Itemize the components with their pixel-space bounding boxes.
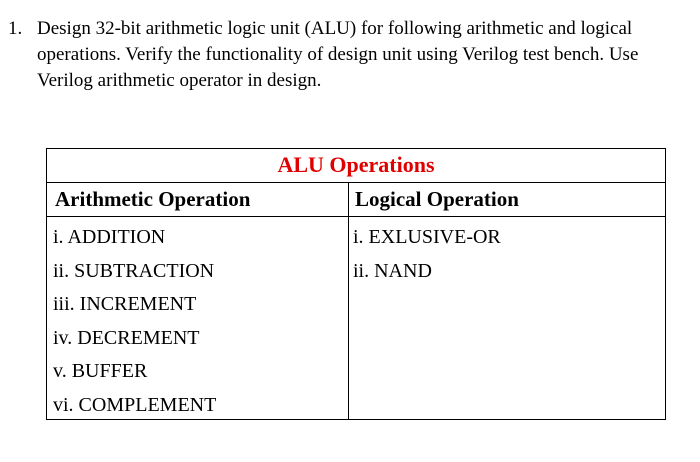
logical-item-nand: ii. NAND	[353, 259, 432, 282]
logical-item-exclusive-or: i. EXLUSIVE-OR	[353, 226, 501, 248]
alu-operations-table	[46, 148, 666, 420]
column-divider	[348, 183, 349, 419]
question-block	[8, 16, 698, 94]
arithmetic-item-complement: vi. COMPLEMENT	[53, 393, 217, 416]
arithmetic-operation-list	[53, 221, 216, 422]
logical-operation-list	[353, 221, 501, 288]
arithmetic-item-buffer: v. BUFFER	[53, 360, 148, 382]
header-arithmetic-operation: Arithmetic Operation	[55, 187, 251, 211]
question-text: Design 32-bit arithmetic logic unit (ALU) for following arithmetic and logical operations. Verify the functionality of design unit using Verilog test bench. Use Verilog arithmetic operator in design.	[37, 18, 639, 91]
arithmetic-item-increment: iii. INCREMENT	[53, 293, 197, 315]
table-header-row	[47, 183, 665, 217]
arithmetic-item-addition: i. ADDITION	[53, 226, 166, 248]
header-logical-operation: Logical Operation	[355, 187, 519, 211]
table-title: ALU Operations	[47, 149, 665, 183]
arithmetic-item-subtraction: ii. SUBTRACTION	[53, 259, 215, 282]
arithmetic-item-decrement: iv. DECREMENT	[53, 326, 200, 349]
question-number: 1.	[8, 18, 23, 39]
